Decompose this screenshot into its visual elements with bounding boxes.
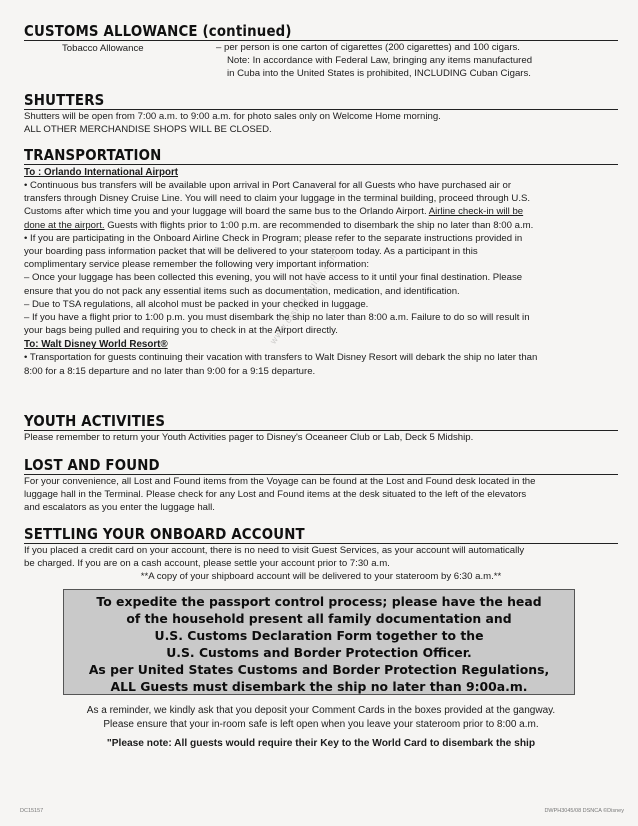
account-heading: SETTLING YOUR ONBOARD ACCOUNT xyxy=(24,525,305,543)
tobacco-label: Tobacco Allowance xyxy=(62,43,144,54)
transportation-heading: TRANSPORTATION xyxy=(24,146,162,164)
website-watermark: www.disneycruise.com xyxy=(268,249,340,346)
callout-line-3: U.S. Customs Declaration Form together to the xyxy=(154,628,484,643)
lost-found-heading: LOST AND FOUND xyxy=(24,456,160,474)
orlando-line-12: your bags being pulled and requiring you to check in at the Airport directly. xyxy=(24,325,338,337)
orlando-line-9: ensure that you do not pack any essential items such as documentation, medication, and identification. xyxy=(24,285,460,297)
passport-callout-box xyxy=(63,589,575,695)
orlando-line-6: your boarding pass information packet that will be delivered to your stateroom today. As a participant in this xyxy=(24,246,478,258)
tobacco-row xyxy=(24,41,618,83)
account-section xyxy=(24,525,618,584)
orlando-line-3: Customs after which time you and your luggage will board the same bus to the Orlando Airport. Airline check-in will be xyxy=(24,206,524,218)
key-card-note: "Please note: All guests would require their Key to the World Card to disembark the ship xyxy=(106,738,536,749)
shutters-line-1: Shutters will be open from 7:00 a.m. to 9:00 a.m. for photo sales only on Welcome Home morning. xyxy=(24,111,441,122)
lost-found-section xyxy=(24,456,618,515)
footer-code-left: DC15157 xyxy=(20,808,44,814)
tobacco-line-3: in Cuba into the United States is prohibited, INCLUDING Cuban Cigars. xyxy=(227,68,531,80)
orlando-line-8: – Once your luggage has been collected this evening, you will not have access to it until your final destination. Please xyxy=(24,272,523,284)
airline-checkin-note-a: Airline check-in will be xyxy=(428,206,524,218)
reminder-section xyxy=(24,704,618,750)
account-note: **A copy of your shipboard account will be delivered to your stateroom by 6:30 a.m.** xyxy=(140,571,502,583)
shutters-line-2: ALL OTHER MERCHANDISE SHOPS WILL BE CLOSED. xyxy=(24,124,272,136)
orlando-line-10: – Due to TSA regulations, all alcohol must be packed in your checked in luggage. xyxy=(24,298,369,310)
tobacco-line-2: Note: In accordance with Federal Law, bringing any items manufactured xyxy=(227,55,533,67)
orlando-line-2: transfers through Disney Cruise Line. You will need to claim your luggage in the terminal building, proceed through U.S. xyxy=(24,193,531,205)
youth-section xyxy=(24,412,618,444)
lost-found-line-3: and escalators as you enter the luggage hall. xyxy=(24,502,215,514)
callout-line-5: As per United States Customs and Border Protection Regulations, xyxy=(88,662,550,677)
lost-found-line-1: For your convenience, all Lost and Found items from the Voyage can be found at the Lost and Found desk located in the xyxy=(24,476,536,487)
lost-found-line-2: luggage hall in the Terminal. Please check for any Lost and Found items at the desk situated to the left of the elevators xyxy=(24,489,527,501)
orlando-line-5: • If you are participating in the Onboard Airline Check in Program; please refer to the separate instructions provided in xyxy=(24,232,523,244)
account-line-1: If you placed a credit card on your account, there is no need to visit Guest Services, as your account will automatically xyxy=(24,545,525,556)
callout-line-4: U.S. Customs and Border Protection Officer. xyxy=(166,645,472,660)
wdw-line-2: 8:00 for a 8:15 departure and no later than 9:00 for a 9:15 departure. xyxy=(24,365,316,377)
youth-heading: YOUTH ACTIVITIES xyxy=(24,412,166,430)
callout-line-1: To expedite the passport control process; please have the head xyxy=(96,594,542,609)
orlando-line-1: • Continuous bus transfers will be available upon arrival in Port Canaveral for all Guests who have purchased air or xyxy=(24,180,512,191)
shutters-section xyxy=(24,91,618,136)
wdw-line-1: • Transportation for guests continuing their vacation with transfers to Walt Disney Resort will debark the ship no later than xyxy=(24,352,538,364)
reminder-line-2: Please ensure that your in-room safe is left open when you leave your stateroom prior to 8:00 a.m. xyxy=(103,718,539,730)
customs-heading-suffix: (continued) xyxy=(202,22,292,40)
tobacco-line-1: – per person is one carton of cigarettes (200 cigarettes) and 100 cigars. xyxy=(216,42,520,53)
airline-checkin-note-b: done at the airport. xyxy=(24,219,105,231)
tobacco-text xyxy=(216,41,532,81)
callout-line-2: of the household present all family documentation and xyxy=(126,611,512,626)
orlando-subheading: To : Orlando International Airport xyxy=(24,167,179,178)
orlando-line-11: – If you have a flight prior to 1:00 p.m. you must disembark the ship no later than 8:00 a.m. Failure to do so will result in xyxy=(24,312,530,324)
reminder-line-1: As a reminder, we kindly ask that you deposit your Comment Cards in the boxes provided at the gangway. xyxy=(86,705,556,716)
youth-line-1: Please remember to return your Youth Activities pager to Disney's Oceaneer Club or Lab, Deck 5 Midship. xyxy=(24,432,474,443)
orlando-line-7: complimentary service please remember the following very important information: xyxy=(24,259,369,271)
transportation-rule xyxy=(24,164,618,165)
customs-section xyxy=(24,22,618,83)
footer-code-right: DWPH3045/08 DSNCA ©Disney xyxy=(544,808,624,814)
shutters-heading: SHUTTERS xyxy=(24,91,105,109)
account-line-2: be charged. If you are on a cash account, please settle your account prior to 7:30 a.m. xyxy=(24,558,390,570)
customs-heading: CUSTOMS ALLOWANCE (continued) xyxy=(24,22,292,40)
callout-line-6: ALL Guests must disembark the ship no later than 9:00a.m. xyxy=(110,679,528,694)
wdw-subheading: To: Walt Disney World Resort® xyxy=(24,339,168,351)
orlando-line-4: done at the airport. Guests with flights prior to 1:00 p.m. are recommended to disembark the ship no later than 8:00 a.m. xyxy=(24,219,534,231)
